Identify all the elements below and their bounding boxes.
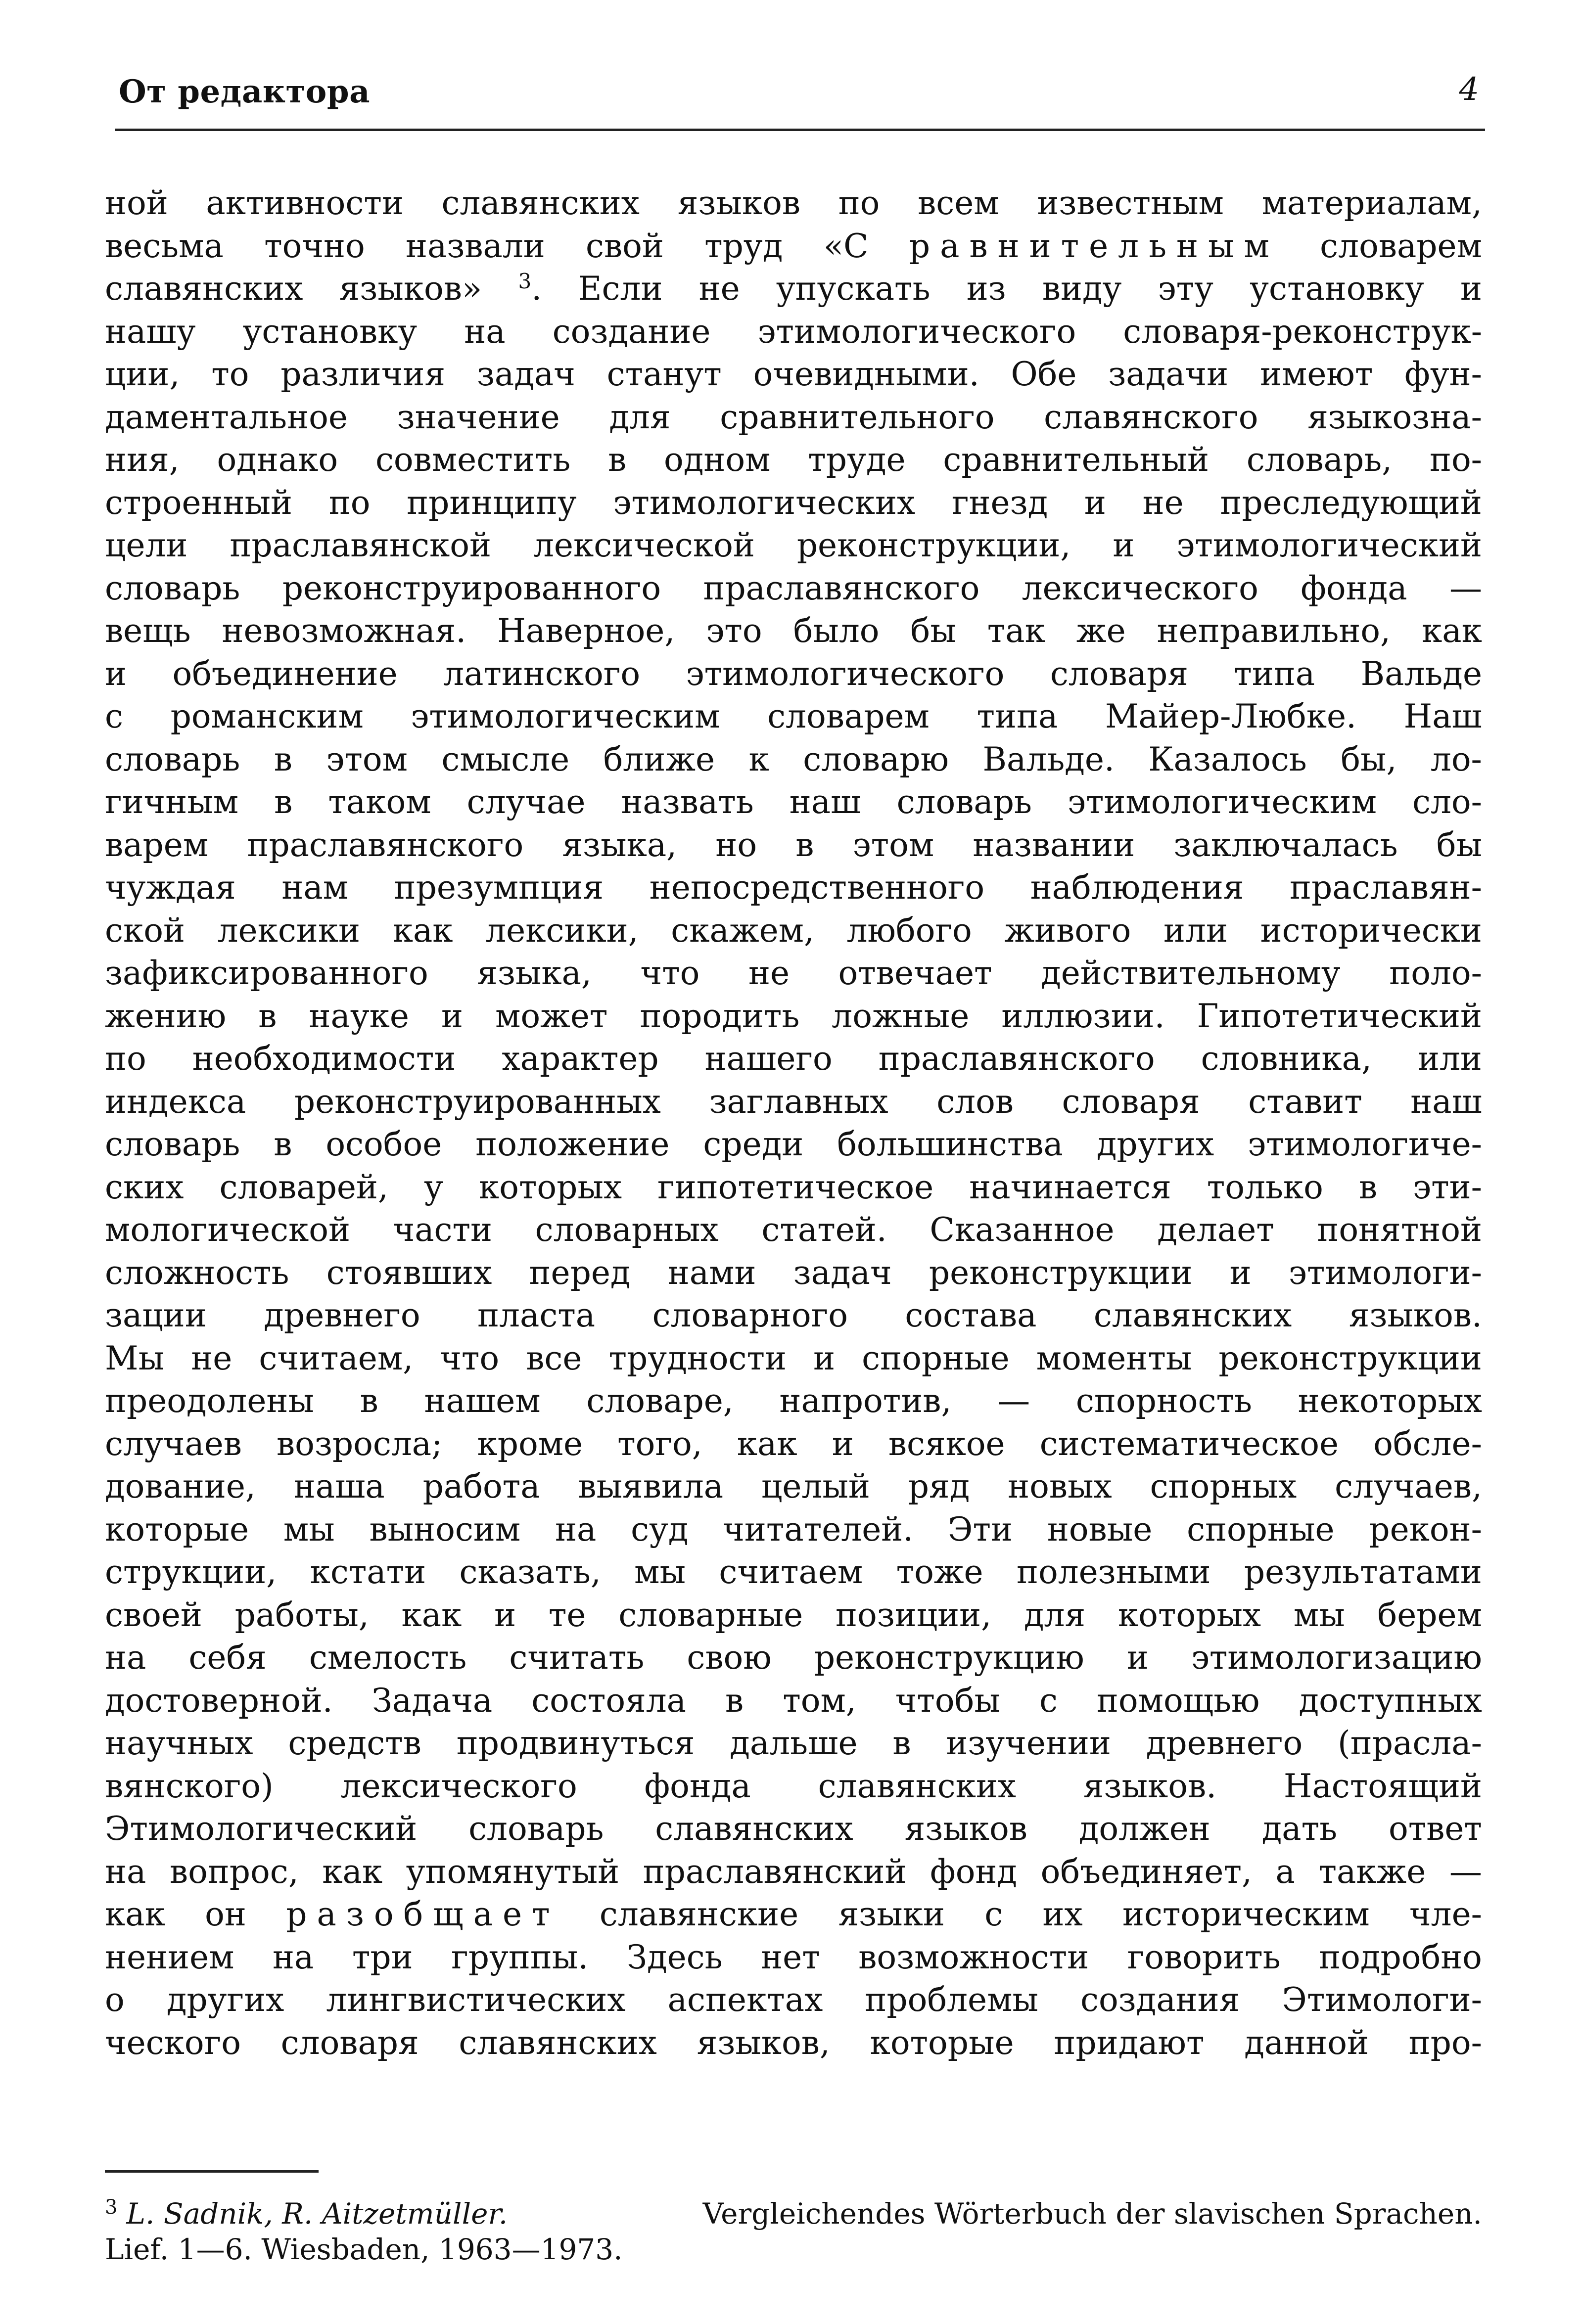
body-line: струкции, кстати сказать, мы считаем тоже полезными результатами [105, 1553, 1482, 1591]
footnote-authors: L. Sadnik, R. Aitzetmüller. [126, 2197, 508, 2231]
page-number: 4 [1459, 71, 1479, 108]
body-line: мологической части словарных статей. Сказанное делает понятной [105, 1211, 1482, 1249]
footnote-rule [105, 2170, 319, 2173]
body-line: нашу установку на создание этимологического словаря-реконструк- [105, 312, 1482, 351]
body-line: гичным в таком случае назвать наш словарь этимологическим сло- [105, 783, 1482, 821]
footnote-marker: 3 [105, 2195, 118, 2219]
body-line: ции, то различия задач станут очевидными. Обе задачи имеют фун- [105, 355, 1482, 393]
running-head [115, 69, 1483, 124]
body-line: ния, однако совместить в одном труде сравнительный словарь, по- [105, 441, 1482, 479]
body-line: на вопрос, как упомянутый праславянский фонд объединяет, а также — [105, 1852, 1482, 1891]
footnote [105, 2196, 1482, 2267]
body-line: зации древнего пласта словарного состава славянских языков. [105, 1296, 1482, 1334]
body-text [105, 182, 1482, 2064]
body-line: словарь в особое положение среди большинства других этимологиче- [105, 1125, 1482, 1163]
body-line: которые мы выносим на суд читателей. Эти новые спорные рекон- [105, 1510, 1482, 1549]
body-line: даментальное значение для сравнительного славянского языкозна- [105, 398, 1482, 436]
footnote-title: Vergleichendes Wörterbuch der slavischen Sprachen. [702, 2197, 1482, 2231]
body-line: ной активности славянских языков по всем известным материалам, [105, 184, 1482, 222]
body-line: ских словарей, у которых гипотетическое начинается только в эти- [105, 1168, 1482, 1206]
body-line: индекса реконструированных заглавных слов словаря ставит наш [105, 1082, 1482, 1121]
footnote-line-2: Lief. 1—6. Wiesbaden, 1963—1973. [105, 2233, 623, 2266]
body-line: весьма точно назвали свой труд «С равнительным словарем [105, 227, 1482, 265]
body-line: варем праславянского языка, но в этом названии заключалась бы [105, 825, 1482, 864]
body-line: зафиксированного языка, что не отвечает действительному поло- [105, 954, 1482, 992]
body-line: своей работы, как и те словарные позиции, для которых мы берем [105, 1595, 1482, 1634]
body-line: достоверной. Задача состояла в том, чтобы с помощью доступных [105, 1681, 1482, 1720]
body-line: и объединение латинского этимологического словаря типа Вальде [105, 654, 1482, 693]
body-line: вещь невозможная. Наверное, это было бы так же неправильно, как [105, 612, 1482, 650]
body-line: на себя смелость считать свою реконструкцию и этимологизацию [105, 1639, 1482, 1677]
body-line: как он разобщает славянские языки с их историческим чле- [105, 1895, 1482, 1933]
body-line: словарь в этом смысле ближе к словарю Вальде. Казалось бы, ло- [105, 740, 1482, 778]
body-line: Мы не считаем, что все трудности и спорные моменты реконструкции [105, 1339, 1482, 1377]
body-line: дование, наша работа выявила целый ряд новых спорных случаев, [105, 1467, 1482, 1505]
body-line: сложность стоявших перед нами задач реконструкции и этимологи- [105, 1253, 1482, 1292]
section-title: От редактора [119, 73, 371, 110]
body-line: чуждая нам презумпция непосредственного наблюдения праславян- [105, 868, 1482, 907]
body-line: жению в науке и может породить ложные иллюзии. Гипотетический [105, 997, 1482, 1035]
body-line: славянских языков» $^3$. Если не упускать из виду эту установку и [105, 269, 1482, 308]
body-line: научных средств продвинуться дальше в изучении древнего (прасла- [105, 1724, 1482, 1762]
footnote-line-1 [105, 2196, 1482, 2232]
body-line: цели праславянской лексической реконструкции, и этимологический [105, 526, 1482, 564]
body-line: ской лексики как лексики, скажем, любого живого или исторически [105, 911, 1482, 950]
body-line: Этимологический словарь славянских языков должен дать ответ [105, 1810, 1482, 1848]
body-line: словарь реконструированного праславянского лексического фонда — [105, 569, 1482, 607]
body-line: случаев возросла; кроме того, как и всякое систематическое обсле- [105, 1424, 1482, 1463]
body-line: с романским этимологическим словарем типа Майер-Любке. Наш [105, 697, 1482, 735]
body-line: по необходимости характер нашего праславянского словника, или [105, 1040, 1482, 1078]
body-line: ческого словаря славянских языков, которые придают данной про- [105, 2023, 1482, 2062]
body-line: нением на три группы. Здесь нет возможности говорить подробно [105, 1938, 1482, 1976]
body-line: вянского) лексического фонда славянских языков. Настоящий [105, 1767, 1482, 1805]
body-line: строенный по принципу этимологических гнезд и не преследующий [105, 483, 1482, 522]
header-rule [115, 129, 1485, 131]
body-line: преодолены в нашем словаре, напротив, — спорность некоторых [105, 1382, 1482, 1420]
body-line: о других лингвистических аспектах проблемы создания Этимологи- [105, 1981, 1482, 2019]
